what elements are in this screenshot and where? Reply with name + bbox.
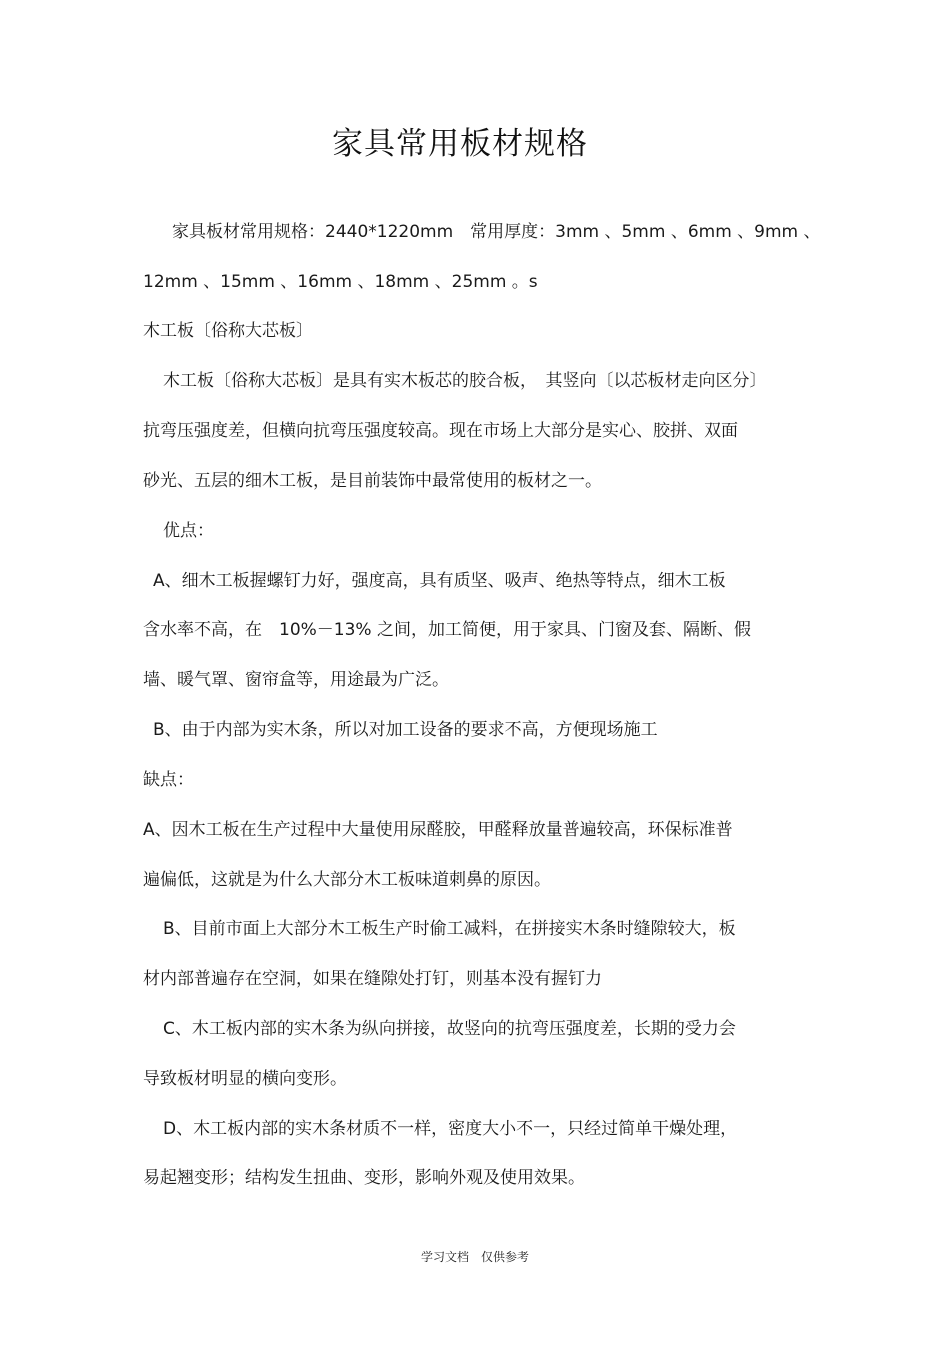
paragraph-line: B、目前市面上大部分木工板生产时偷工减料，在拼接实木条时缝隙较大，板 bbox=[163, 919, 736, 939]
paragraph-line: 导致板材明显的横向变形。 bbox=[143, 1069, 347, 1089]
advantages-heading: 优点： bbox=[163, 521, 214, 541]
section-heading-blockboard: 木工板〔俗称大芯板〕 bbox=[143, 321, 313, 341]
paragraph-line: 抗弯压强度差，但横向抗弯压强度较高。现在市场上大部分是实心、胶拼、双面 bbox=[143, 421, 738, 441]
paragraph-line: B、由于内部为实木条，所以对加工设备的要求不高，方便现场施工 bbox=[153, 720, 658, 740]
disadvantages-heading: 缺点： bbox=[143, 770, 194, 790]
paragraph-line: 含水率不高，在 10%－13% 之间，加工简便，用于家具、门窗及套、隔断、假 bbox=[143, 620, 751, 640]
paragraph-line: 材内部普遍存在空洞，如果在缝隙处打钉，则基本没有握钉力 bbox=[143, 969, 602, 989]
paragraph-line: A、因木工板在生产过程中大量使用尿醛胶，甲醛释放量普遍较高，环保标准普 bbox=[143, 820, 733, 840]
paragraph-line: 墙、暖气罩、窗帘盒等，用途最为广泛。 bbox=[143, 670, 449, 690]
page-footer: 学习文档 仅供参考 bbox=[420, 1250, 529, 1264]
paragraph-line: C、木工板内部的实木条为纵向拼接，故竖向的抗弯压强度差，长期的受力会 bbox=[163, 1019, 736, 1039]
paragraph-line: D、木工板内部的实木条材质不一样，密度大小不一，只经过简单干燥处理， bbox=[163, 1119, 738, 1139]
page-title: 家具常用板材规格 bbox=[332, 126, 588, 162]
paragraph-line: 木工板〔俗称大芯板〕是具有实木板芯的胶合板， 其竖向〔以芯板材走向区分〕 bbox=[163, 371, 767, 391]
paragraph-line: A、细木工板握螺钉力好，强度高，具有质坚、吸声、绝热等特点，细木工板 bbox=[153, 571, 726, 591]
spec-line-2: 12mm 、15mm 、16mm 、18mm 、25mm 。s bbox=[143, 272, 538, 292]
spec-line-1: 家具板材常用规格：2440*1220mm 常用厚度：3mm 、5mm 、6mm 、9mm 、 bbox=[172, 222, 821, 242]
paragraph-line: 砂光、五层的细木工板，是目前装饰中最常使用的板材之一。 bbox=[143, 471, 602, 491]
paragraph-line: 遍偏低，这就是为什么大部分木工板味道刺鼻的原因。 bbox=[143, 870, 551, 890]
paragraph-line: 易起翘变形；结构发生扭曲、变形，影响外观及使用效果。 bbox=[143, 1168, 585, 1188]
